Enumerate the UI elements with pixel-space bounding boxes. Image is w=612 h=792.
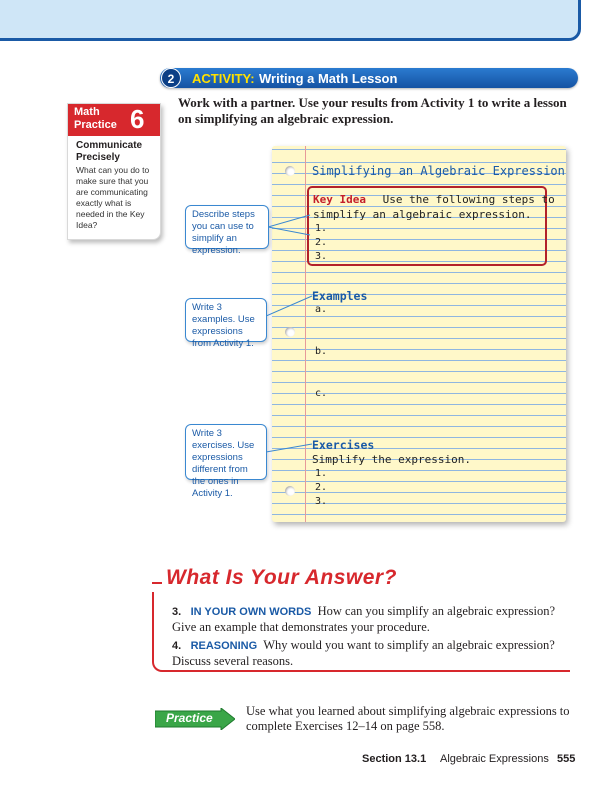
callout-examples-arrow	[266, 292, 316, 322]
callout-exercises: Write 3 exercises. Use expressions different from the ones in Activity 1.	[185, 424, 267, 480]
exercise-item: 2.	[315, 482, 328, 493]
footer-section: Section 13.1	[362, 753, 427, 765]
practice-label: Practice	[166, 711, 213, 725]
answer-section-title: What Is Your Answer?	[162, 566, 401, 590]
math-practice-label: Math Practice	[74, 106, 117, 131]
key-idea-text-1: Use the following steps to	[382, 193, 555, 206]
practice-text: Use what you learned about simplifying algebraic expressions to complete Exercises 12–14 on page 558.	[246, 704, 570, 733]
question-label: REASONING	[190, 640, 258, 652]
key-idea-label: Key Idea	[313, 193, 366, 206]
key-idea-line-2: simplify an algebraic expression.	[313, 208, 532, 221]
example-item: b.	[315, 346, 328, 357]
question-number: 4.	[172, 640, 182, 652]
exercises-heading: Exercises	[312, 438, 375, 452]
activity-number-badge: 2	[161, 68, 181, 88]
example-item: c.	[315, 388, 328, 399]
math-practice-header	[68, 104, 160, 136]
callout-steps-arrow	[268, 210, 318, 240]
question-item	[172, 638, 562, 669]
exercise-item: 3.	[315, 496, 328, 507]
activity-title: Writing a Math Lesson	[259, 71, 398, 86]
page-number: 555	[557, 753, 576, 765]
examples-heading: Examples	[312, 289, 368, 303]
punch-hole	[285, 166, 295, 176]
step-item: 2.	[315, 237, 328, 248]
punch-hole	[285, 327, 295, 337]
notebook-title: Simplifying an Algebraic Expression	[312, 164, 565, 178]
activity-label: ACTIVITY:	[192, 71, 255, 86]
exercises-instruction: Simplify the expression.	[312, 453, 471, 466]
question-item	[172, 604, 562, 635]
punch-hole	[285, 486, 295, 496]
exercise-item: 1.	[315, 468, 328, 479]
math-practice-box	[67, 103, 161, 240]
callout-examples: Write 3 examples. Use expressions from Activity 1.	[185, 298, 267, 342]
top-band	[0, 0, 581, 41]
question-text: How can you simplify an algebraic expression? Give an example that demonstrates your procedure.	[172, 604, 556, 634]
question-text: Why would you want to simplify an algebraic expression? Discuss several reasons.	[172, 638, 555, 668]
example-item: a.	[315, 304, 328, 315]
key-idea-line-1	[313, 193, 555, 206]
callout-steps: Describe steps you can use to simplify an expression.	[185, 205, 269, 249]
question-number: 3.	[172, 606, 182, 618]
question-label: IN YOUR OWN WORDS	[190, 606, 312, 618]
activity-intro: Work with a partner. Use your results from Activity 1 to write a lesson on simplifying an algebraic expression.	[178, 95, 567, 126]
math-practice-subtitle: Communicate Precisely	[76, 140, 143, 163]
footer-topic: Algebraic Expressions	[440, 753, 549, 765]
callout-exercises-arrow	[266, 436, 316, 466]
step-item: 3.	[315, 251, 328, 262]
math-practice-body: What can you do to make sure that you are communicating exactly what is needed in the Key Idea?	[76, 165, 150, 230]
step-item: 1.	[315, 223, 328, 234]
math-practice-number: 6	[130, 104, 145, 134]
